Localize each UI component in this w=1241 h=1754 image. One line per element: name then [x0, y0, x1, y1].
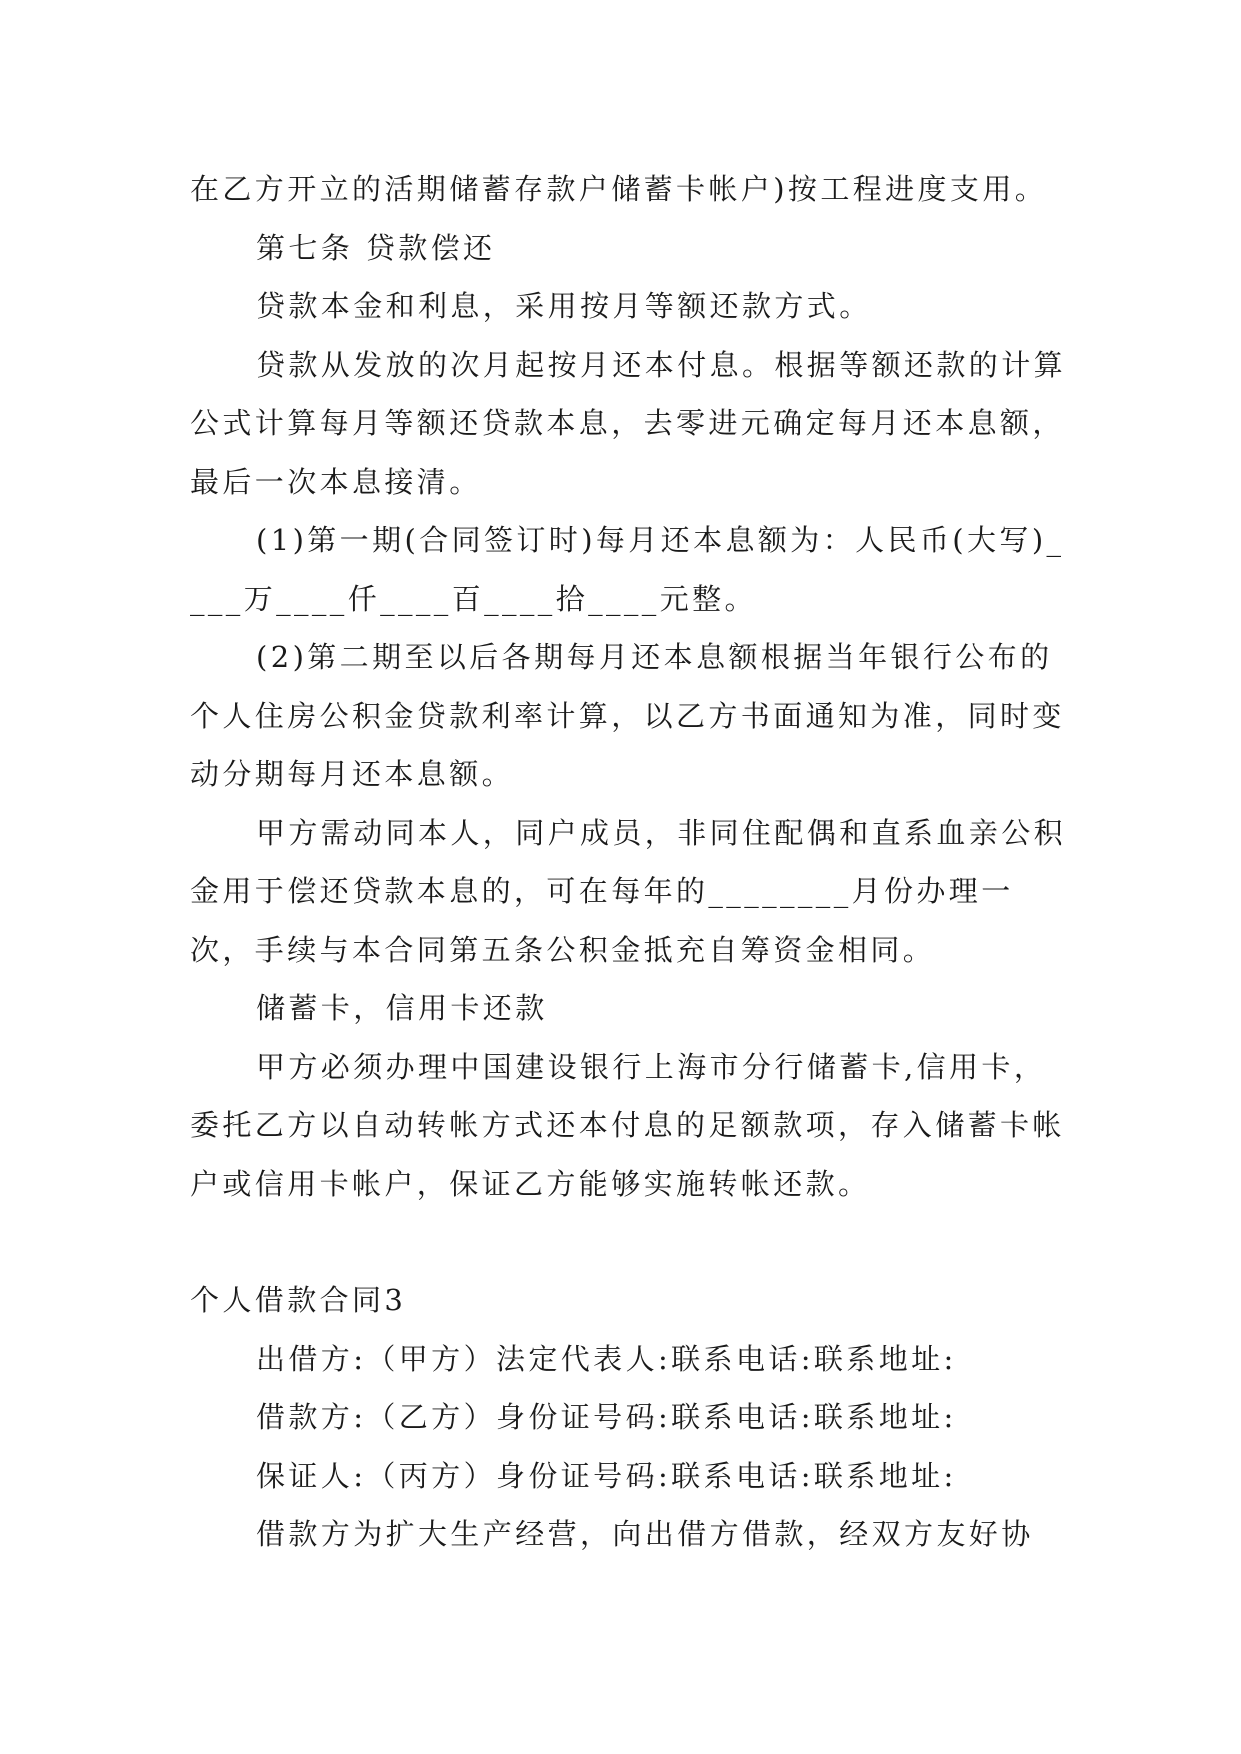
card-repayment-heading: 储蓄卡，信用卡还款	[256, 991, 548, 1025]
borrower-line: 借款方:（乙方）身份证号码:联系电话:联系地址:	[256, 1400, 957, 1434]
card-repayment-paragraph: 甲方必须办理中国建设银行上海市分行储蓄卡,信用卡，委托乙方以自动转帐方式还本付息的足额款项，存入储蓄卡帐户或信用卡帐户，保证乙方能够实施转帐还款。	[190, 1049, 1065, 1201]
lender-line: 出借方:（甲方）法定代表人:联系电话:联系地址:	[256, 1341, 957, 1376]
provident-fund-paragraph: 甲方需动同本人，同户成员，非同住配偶和直系血亲公积金用于偿还贷款本息的，可在每年的________月份办理一次，手续与本合同第五条公积金抵充自筹资金相同。	[190, 815, 1067, 967]
first-period-paragraph: (1)第一期(合同签订时)每月还本息额为：人民币(大写)____万____仟____百____拾____元整。	[190, 523, 1065, 616]
document-body	[190, 160, 1070, 1564]
repayment-schedule-paragraph: 贷款从发放的次月起按月还本付息。根据等额还款的计算公式计算每月等额还贷款本息，去零进元确定每月还本息额，最后一次本息接清。	[190, 347, 1067, 499]
loan-purpose-paragraph: 借款方为扩大生产经营，向出借方借款，经双方友好协	[256, 1517, 1034, 1551]
paragraph-continuation: 在乙方开立的活期储蓄存款户储蓄卡帐户)按工程进度支用。	[190, 172, 1048, 206]
guarantor-line: 保证人:（丙方）身份证号码:联系电话:联系地址:	[256, 1458, 957, 1493]
second-period-paragraph: (2)第二期至以后各期每月还本息额根据当年银行公布的个人住房公积金贷款利率计算，以乙方书面通知为准，同时变动分期每月还本息额。	[190, 640, 1065, 791]
section-spacer	[190, 1213, 1070, 1271]
section-title: 个人借款合同3	[190, 1283, 407, 1317]
article-seven-heading: 第七条 贷款偿还	[256, 230, 496, 265]
repayment-method-paragraph: 贷款本金和利息，采用按月等额还款方式。	[256, 289, 872, 323]
